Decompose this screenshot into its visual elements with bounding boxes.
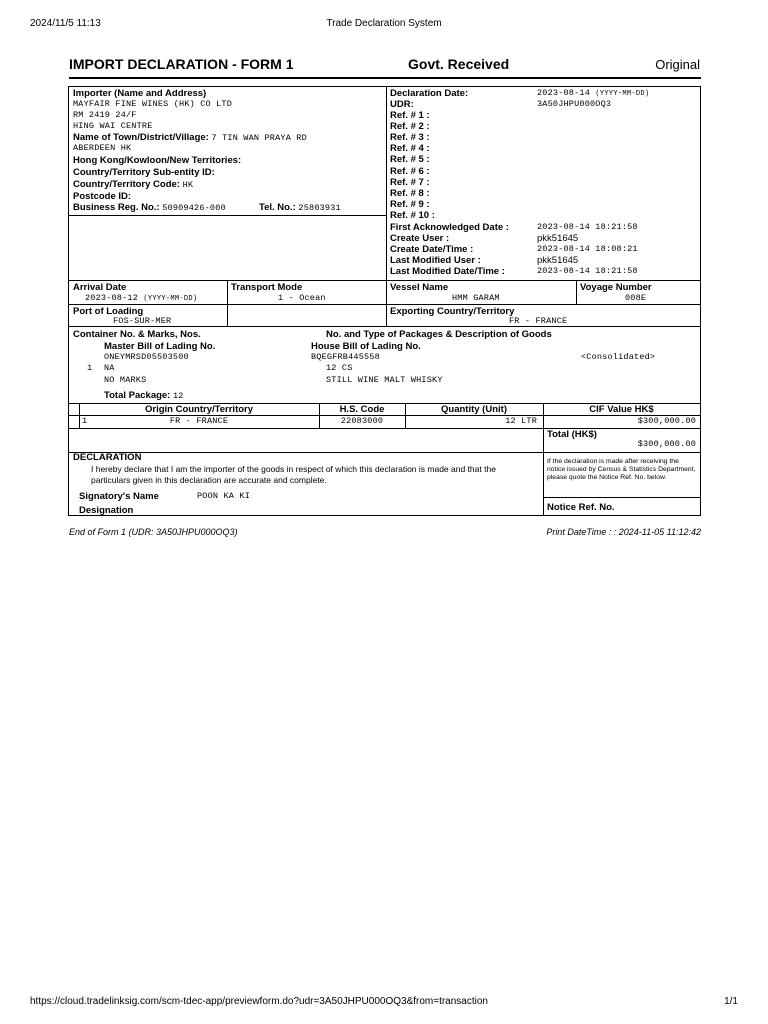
declaration-form [68, 86, 701, 516]
arrival-date-label: Arrival Date [73, 282, 127, 293]
importer-address-line: HING WAI CENTRE [73, 121, 153, 131]
town-label-text: Name of Town/District/Village: [73, 132, 209, 143]
print-datetime: 2024/11/5 11:13 [30, 18, 101, 29]
create-user-value: pkk51645 [537, 233, 579, 244]
print-footer [30, 996, 738, 1008]
hbl-value: BQEGFRB445558 [311, 352, 380, 362]
mbl-value: ONEYMRSD05503500 [104, 352, 189, 362]
importer-address-line: RM 2419 24/F [73, 110, 137, 120]
ref-label: Ref. # 7 : [390, 177, 430, 188]
town-value: 7 TIN WAN PRAYA RD [211, 133, 307, 143]
arrival-date: 2023-08-12 [85, 293, 139, 303]
total-package-label [104, 390, 184, 402]
col-header-origin: Origin Country/Territory [144, 404, 254, 415]
col-header-hs-code: H.S. Code [339, 404, 385, 415]
item-number: 1 [87, 363, 93, 373]
vessel-name-value: HMM GARAM [452, 293, 500, 303]
divider [227, 280, 228, 326]
divider [386, 280, 387, 326]
region-label: Hong Kong/Kowloon/New Territories: [73, 155, 242, 166]
ref-label: Ref. # 4 : [390, 143, 430, 154]
transport-mode-value: 1 - Ocean [278, 293, 326, 303]
modified-user-label: Last Modified User : [390, 255, 481, 266]
ref-label: Ref. # 2 : [390, 121, 430, 132]
tel-label-text: Tel. No.: [259, 202, 296, 213]
print-datetime-note: Print DateTime : : 2024-11-05 11:12:42 [546, 527, 701, 537]
title-divider [69, 77, 701, 79]
country-code-label [73, 179, 193, 191]
row-hs-code: 22083000 [340, 416, 384, 426]
udr-value: 3A50JHPU000OQ3 [537, 99, 612, 109]
ref-label: Ref. # 6 : [390, 166, 430, 177]
date-format-hint: (YYYY-MM-DD) [143, 295, 198, 303]
port-of-loading-label: Port of Loading [73, 306, 144, 317]
tel-label [259, 202, 341, 214]
signatory-value: POON KA KI [197, 491, 251, 501]
tel-value: 25803931 [298, 203, 341, 213]
marks-value: NO MARKS [104, 375, 147, 385]
arrival-date-value [85, 293, 197, 305]
print-page-number: 1/1 [724, 996, 738, 1007]
declaration-heading: DECLARATION [73, 452, 142, 463]
divider [69, 280, 700, 281]
voyage-number-label: Voyage Number [580, 282, 652, 293]
form-title: IMPORT DECLARATION - FORM 1 [69, 56, 294, 72]
container-value: NA [104, 363, 115, 373]
ref-label: Ref. # 8 : [390, 188, 430, 199]
postcode-label: Postcode ID: [73, 191, 132, 202]
print-url: https://cloud.tradelinksig.com/scm-tdec-app/previewform.do?udr=3A50JHPU000OQ3&from=transaction [30, 996, 488, 1007]
ref-label: Ref. # 5 : [390, 154, 430, 165]
hbl-label: House Bill of Lading No. [311, 341, 421, 352]
ref-label: Ref. # 9 : [390, 199, 430, 210]
modified-user-value: pkk51645 [537, 255, 579, 266]
first-ack-value: 2023-08-14 18:21:58 [537, 222, 638, 232]
print-page-title: Trade Declaration System [326, 18, 442, 29]
col-header-quantity: Quantity (Unit) [441, 404, 507, 415]
row-quantity: 12 LTR [505, 416, 537, 426]
designation-label: Designation [79, 505, 134, 516]
exporting-country-label: Exporting Country/Territory [390, 306, 515, 317]
subentity-label: Country/Territory Sub-entity ID: [73, 167, 215, 178]
create-datetime-label: Create Date/Time : [390, 244, 474, 255]
total-package-value: 12 [173, 391, 184, 401]
declaration-date-label: Declaration Date: [390, 88, 469, 99]
goods-description: STILL WINE MALT WHISKY [326, 375, 443, 385]
udr-label: UDR: [390, 99, 414, 110]
ref-label: Ref. # 1 : [390, 110, 430, 121]
modified-datetime-label: Last Modified Date/Time : [390, 266, 505, 277]
brn-label [73, 202, 226, 214]
modified-datetime-value: 2023-08-14 18:21:58 [537, 266, 638, 276]
container-label: Container No. & Marks, Nos. [73, 329, 201, 340]
declaration-text: I hereby declare that I am the importer of the goods in respect of which this declaration is made and that the particulars given in this declaration are accurate and complete. [91, 464, 496, 485]
brn-label-text: Business Reg. No.: [73, 202, 160, 213]
end-of-form-note: End of Form 1 (UDR: 3A50JHPU000OQ3) [69, 527, 238, 537]
row-origin: FR - FRANCE [169, 416, 229, 426]
divider [69, 428, 700, 429]
divider [386, 87, 387, 280]
total-hk-value: $300,000.00 [637, 439, 696, 449]
row-number: 1 [82, 416, 88, 426]
package-quantity: 12 CS [326, 363, 353, 373]
ref-label: Ref. # 10 : [390, 210, 435, 221]
notice-ref-label: Notice Ref. No. [547, 502, 615, 513]
country-code-value: HK [182, 180, 194, 190]
total-package-label-text: Total Package: [104, 390, 171, 401]
divider [69, 215, 386, 216]
vessel-name-label: Vessel Name [390, 282, 449, 293]
importer-address-line: ABERDEEN HK [73, 143, 132, 153]
consolidated-tag: <Consolidated> [581, 352, 656, 362]
country-code-label-text: Country/Territory Code: [73, 179, 180, 190]
divider [576, 280, 577, 304]
divider [543, 497, 700, 498]
create-datetime-value: 2023-08-14 18:08:21 [537, 244, 638, 254]
exporting-country-value: FR - FRANCE [509, 316, 568, 326]
col-header-cif-value: CIF Value HK$ [589, 404, 654, 415]
first-ack-label: First Acknowledged Date : [390, 222, 509, 233]
port-of-loading-value: FOS-SUR-MER [113, 316, 172, 326]
voyage-number-value: 008E [625, 293, 647, 303]
notice-instructions: If the declaration is made after receiving the notice issued by Census & Statistics Department, please quote the Notice Ref. No. below. [547, 458, 696, 481]
row-cif-value: $300,000.00 [637, 416, 696, 426]
declaration-date: 2023-08-14 [537, 88, 591, 98]
ref-label: Ref. # 3 : [390, 132, 430, 143]
status-label: Govt. Received [408, 56, 510, 72]
copy-label: Original [655, 57, 700, 72]
mbl-label: Master Bill of Lading No. [104, 341, 216, 352]
packages-label: No. and Type of Packages & Description of Goods [326, 329, 552, 340]
divider [543, 452, 544, 515]
signatory-label: Signatory's Name [79, 491, 159, 502]
print-header [30, 18, 738, 30]
create-user-label: Create User : [390, 233, 450, 244]
importer-name: MAYFAIR FINE WINES (HK) CO LTD [73, 99, 233, 109]
importer-heading: Importer (Name and Address) [73, 88, 207, 99]
date-format-hint: (YYYY-MM-DD) [595, 90, 650, 98]
total-hk-label: Total (HK$) [547, 429, 597, 440]
divider [69, 452, 700, 453]
transport-mode-label: Transport Mode [231, 282, 303, 293]
brn-value: 50909426-000 [162, 203, 226, 213]
